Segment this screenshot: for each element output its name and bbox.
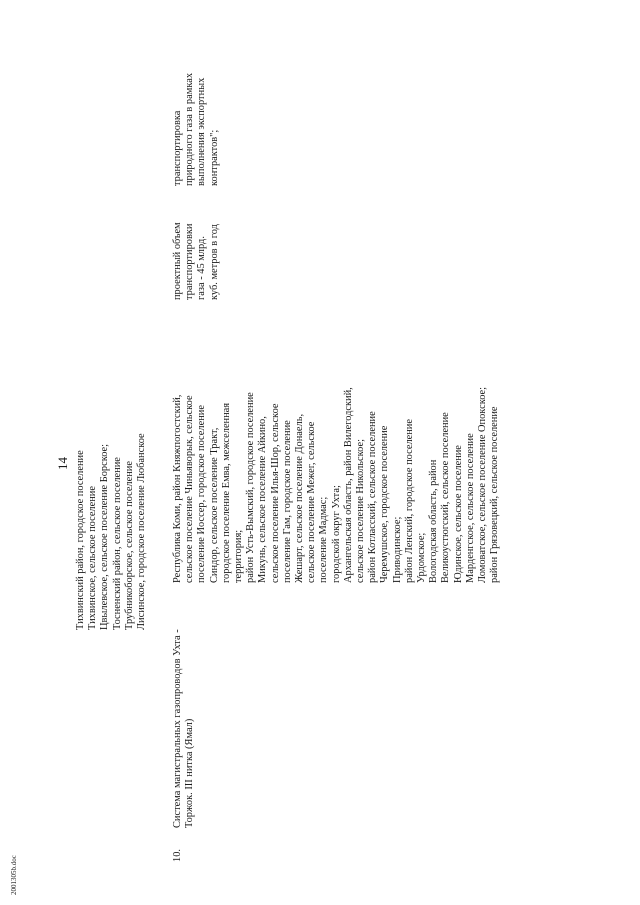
text-line: район Ленский, городское поселение xyxy=(403,419,415,583)
text-line: поселение Иоссер, городское поселение xyxy=(196,405,208,583)
text-line: Вологодская область, район xyxy=(428,459,440,583)
location-list xyxy=(172,387,501,583)
purpose-cell xyxy=(172,73,221,186)
prev-row-location xyxy=(75,433,148,630)
text-line: район Котласский, сельское поселение xyxy=(367,411,379,583)
text-line: Микунь, сельское поселение Айкино, xyxy=(257,416,269,583)
text-line: Тосненский район, сельское поселение xyxy=(111,457,123,630)
text-line: природного газа в рамках xyxy=(184,72,196,186)
capacity-cell xyxy=(172,222,221,300)
text-line: Торжок. III нитка (Ямал) xyxy=(184,718,196,828)
text-line: транспортировка xyxy=(172,110,183,186)
footer-doc-code: 2001305b.doc xyxy=(10,855,18,895)
text-line: сельское поселение Илья-Шор, сельское xyxy=(269,403,281,583)
text-line: сельское поселение Межег, сельское xyxy=(306,421,318,583)
text-line: район Грязовецкий, сельское поселение xyxy=(489,406,501,583)
text-line: Синдор, сельское поселение Тракт, xyxy=(208,427,220,583)
text-line: выполнения экспортных xyxy=(196,77,208,186)
row-number: 10. xyxy=(172,849,183,862)
text-line: Тихвинское, сельское поселение xyxy=(87,486,99,630)
text-line: Великоустюгский, сельское поселение xyxy=(440,412,452,583)
text-line: район Усть-Вымский, городское поселение xyxy=(245,392,257,583)
text-line: Жешарт, сельское поселение Донаель, xyxy=(294,413,306,583)
text-line: Юдинское, сельское поселение xyxy=(452,445,464,583)
text-line: Архангельская область, район Вилегодский, xyxy=(342,387,354,583)
text-line: территория; xyxy=(233,529,245,583)
object-name xyxy=(172,629,196,828)
text-line: Тихвинский район, городское поселение xyxy=(75,450,86,630)
text-line: Приводинское; xyxy=(391,516,403,583)
text-line: газа - 45 млрд. xyxy=(196,236,208,300)
text-line: транспортировки xyxy=(184,223,196,300)
text-line: куб. метров в год xyxy=(208,224,220,300)
text-line: Урдомское; xyxy=(416,532,428,583)
text-line: Цвылевское, сельское поселение Борское; xyxy=(99,443,111,630)
text-line: поселение Мадмас; xyxy=(318,496,330,583)
text-line: городской округ Ухта; xyxy=(330,485,342,583)
text-line: Марденгское, сельское поселение xyxy=(464,433,476,583)
text-line: контрактов"; xyxy=(208,129,220,186)
text-line: Черемушское, городское поселение xyxy=(379,425,391,583)
text-line: Республика Коми, район Княжпогостский, xyxy=(172,394,183,583)
text-line: Лисинское, городское поселение Любанское xyxy=(136,433,148,630)
text-line: городское поселение Емва, межселенная xyxy=(220,402,232,583)
text-line: Ломоватское, сельское поселение Опокское; xyxy=(477,386,489,583)
page-number: 14 xyxy=(55,457,70,470)
text-line: Трубникоборское, сельское поселение xyxy=(123,461,135,630)
text-line: сельское поселение Чиньяворык, сельское xyxy=(184,395,196,583)
text-line: проектный объем xyxy=(172,222,183,300)
text-line: сельское поселение Никольское; xyxy=(355,439,367,583)
text-line: поселение Гам, городское поселение xyxy=(281,420,293,583)
text-line: Система магистральных газопроводов Ухта - xyxy=(172,629,183,828)
